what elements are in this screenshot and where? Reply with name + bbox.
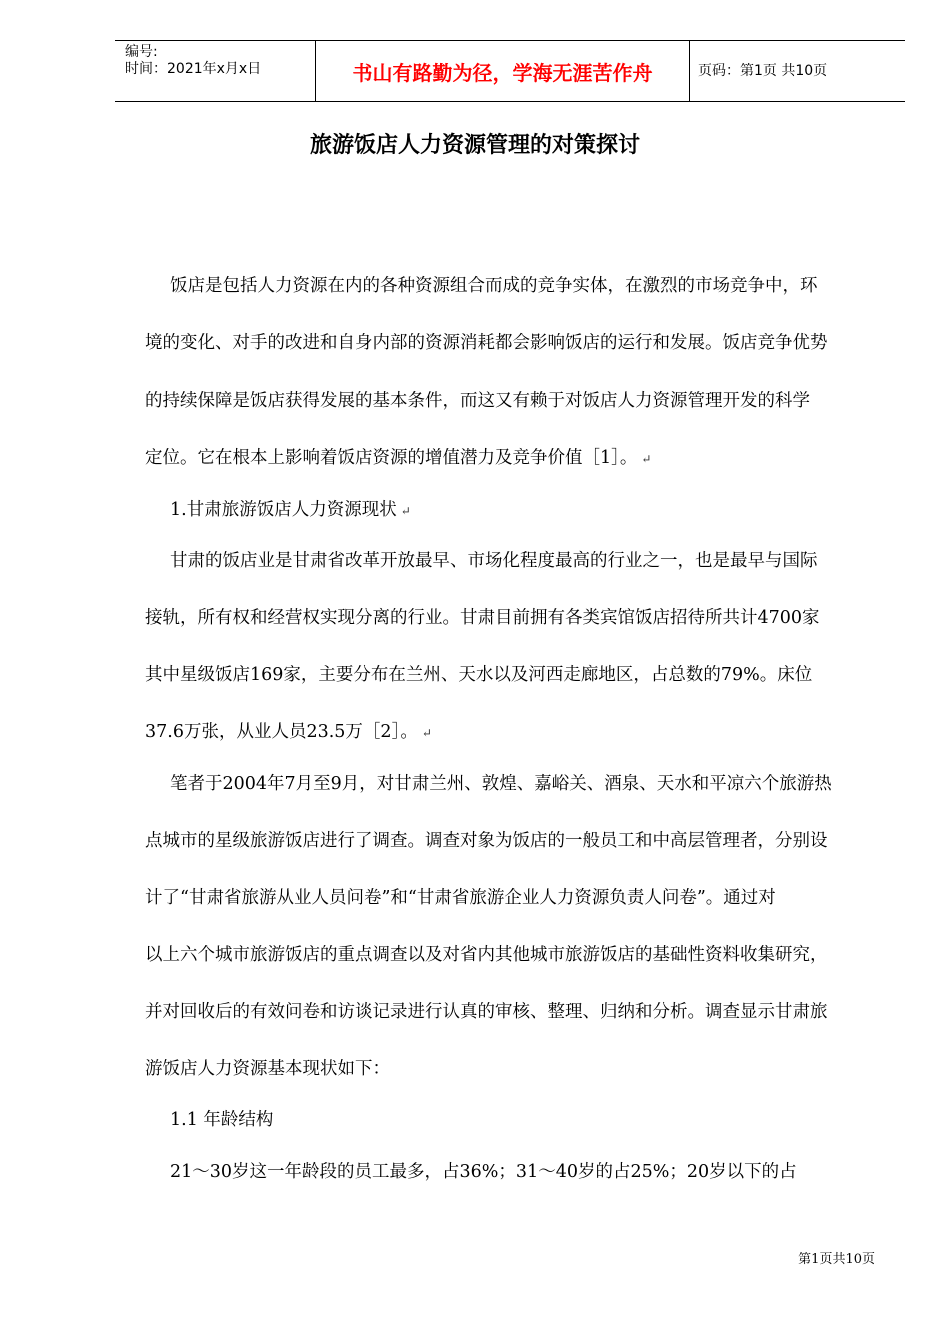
body-line-with-mark <box>145 446 651 471</box>
section-heading-with-mark <box>170 498 411 523</box>
subsection-heading: 1.1 年龄结构 <box>170 1110 274 1130</box>
motto-text: 书山有路勤为径，学海无涯苦作舟 <box>352 60 653 85</box>
body-line: 饭店是包括人力资源在内的各种资源组合而成的竞争实体，在激烈的市场竞争中，环 <box>170 276 818 296</box>
header-meta-cell <box>115 41 316 101</box>
body-line: 计了“甘肃省旅游从业人员问卷”和“甘肃省旅游企业人力资源负责人问卷”。通过对 <box>145 888 776 908</box>
body-line: 甘肃的饭店业是甘肃省改革开放最早、市场化程度最高的行业之一，也是最早与国际 <box>170 551 818 571</box>
body-line: 其中星级饭店169家，主要分布在兰州、天水以及河西走廊地区，占总数的79%。床位 <box>145 665 813 685</box>
paragraph-mark-icon: ↵ <box>641 452 652 466</box>
body-line: 并对回收后的有效问卷和访谈记录进行认真的审核、整理、归纳和分析。调查显示甘肃旅 <box>145 1002 828 1022</box>
body-line: 接轨，所有权和经营权实现分离的行业。甘肃目前拥有各类宾馆饭店招待所共计4700家 <box>145 608 820 628</box>
body-line-text: 定位。它在根本上影响着饭店资源的增值潜力及竞争价值［1］。 <box>145 448 638 468</box>
page-footer: 第1页共10页 <box>798 1252 875 1267</box>
code-label: 编号: <box>125 44 158 60</box>
time-label: 时间：2021年x月x日 <box>125 61 262 77</box>
body-line-with-mark <box>145 720 432 745</box>
header-page-cell <box>690 41 905 101</box>
page-header <box>115 40 905 102</box>
body-line: 境的变化、对手的改进和自身内部的资源消耗都会影响饭店的运行和发展。饭店竞争优势 <box>145 333 828 353</box>
paragraph-mark-icon: ↵ <box>400 504 411 518</box>
page-label: 页码：第1页 共10页 <box>698 62 828 79</box>
body-line: 游饭店人力资源基本现状如下： <box>145 1059 390 1079</box>
header-motto-cell <box>316 41 690 101</box>
section-heading: 1.甘肃旅游饭店人力资源现状 <box>170 500 397 520</box>
document-title: 旅游饭店人力资源管理的对策探讨 <box>309 133 640 158</box>
body-line-text: 37.6万张，从业人员23.5万［2］。 <box>145 722 418 742</box>
body-line: 以上六个城市旅游饭店的重点调查以及对省内其他城市旅游饭店的基础性资料收集研究， <box>145 945 828 965</box>
body-line: 笔者于2004年7月至9月，对甘肃兰州、敦煌、嘉峪关、酒泉、天水和平凉六个旅游热 <box>170 774 832 794</box>
body-line: 21～30岁这一年龄段的员工最多，占36%；31～40岁的占25%；20岁以下的占 <box>170 1162 797 1182</box>
body-line: 的持续保障是饭店获得发展的基本条件，而这又有赖于对饭店人力资源管理开发的科学 <box>145 391 810 411</box>
paragraph-mark-icon: ↵ <box>421 726 432 740</box>
body-line: 点城市的星级旅游饭店进行了调查。调查对象为饭店的一般员工和中高层管理者，分别设 <box>145 831 828 851</box>
